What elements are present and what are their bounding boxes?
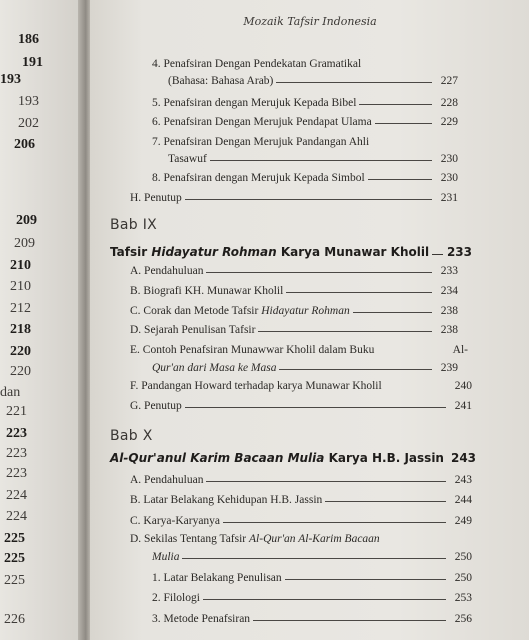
left-page-number: 225 bbox=[4, 551, 25, 566]
left-page-number: 224 bbox=[6, 509, 27, 524]
running-header: Mozaik Tafsir Indonesia bbox=[243, 15, 377, 28]
left-page-number: 225 bbox=[4, 531, 25, 546]
toc-entry: 2. Filologi 253 bbox=[152, 592, 472, 604]
left-page-number: 202 bbox=[18, 116, 39, 131]
toc-entry: Qur'an dari Masa ke Masa 239 bbox=[152, 362, 458, 374]
toc-entry: A. Pendahuluan 243 bbox=[130, 474, 472, 486]
chapter-title: Al-Qur'anul Karim Bacaan Mulia Karya H.B. Jassin 243 bbox=[110, 451, 477, 465]
left-page-number: 193 bbox=[0, 72, 21, 87]
left-page-number: 223 bbox=[6, 426, 27, 441]
left-page-number: 225 bbox=[4, 573, 25, 588]
chapter-title: Tafsir Hidayatur Rohman Karya Munawar Kholil 233 bbox=[110, 245, 472, 259]
toc-entry: E. Contoh Penafsiran Munawwar Kholil dalam Buku Al- bbox=[130, 344, 468, 356]
left-page-number: 220 bbox=[10, 344, 31, 359]
toc-entry: 3. Metode Penafsiran 256 bbox=[152, 613, 472, 625]
toc-entry: 5. Penafsiran dengan Merujuk Kepada Bibel 228 bbox=[152, 97, 458, 109]
toc-entry: 7. Penafsiran Dengan Merujuk Pandangan Ahli bbox=[152, 136, 370, 148]
toc-entry: (Bahasa: Bahasa Arab) 227 bbox=[168, 75, 458, 87]
toc-entry: A. Pendahuluan 233 bbox=[130, 265, 458, 277]
toc-entry: B. Latar Belakang Kehidupan H.B. Jassin 244 bbox=[130, 494, 472, 506]
toc-entry: D. Sejarah Penulisan Tafsir 238 bbox=[130, 324, 458, 336]
left-page-number: 221 bbox=[6, 404, 27, 419]
toc-entry: B. Biografi KH. Munawar Kholil 234 bbox=[130, 285, 458, 297]
toc-entry: G. Penutup 241 bbox=[130, 400, 472, 412]
toc-entry: 8. Penafsiran dengan Merujuk Kepada Simbol 230 bbox=[152, 172, 458, 184]
left-page-number: 218 bbox=[10, 322, 31, 337]
toc-entry: H. Penutup 231 bbox=[130, 192, 458, 204]
left-page-number: 209 bbox=[14, 236, 35, 251]
left-page-number: 226 bbox=[4, 612, 25, 627]
toc-entry: F. Pandangan Howard terhadap karya Munawar Kholil 240 bbox=[130, 380, 472, 392]
left-page-number: 212 bbox=[10, 301, 31, 316]
left-page-number: 186 bbox=[18, 32, 39, 47]
left-page-number: 191 bbox=[22, 55, 43, 70]
toc-entry: C. Corak dan Metode Tafsir Hidayatur Rohman 238 bbox=[130, 305, 458, 317]
left-page-number: 220 bbox=[10, 364, 31, 379]
toc-entry: 6. Penafsiran Dengan Merujuk Pendapat Ulama 229 bbox=[152, 116, 458, 128]
left-page-number: 210 bbox=[10, 258, 31, 273]
left-page-number: 224 bbox=[6, 488, 27, 503]
toc-entry: Tasawuf 230 bbox=[168, 153, 458, 165]
chapter-label: Bab IX bbox=[110, 217, 158, 233]
toc-entry: 1. Latar Belakang Penulisan 250 bbox=[152, 572, 472, 584]
toc-entry: C. Karya-Karyanya 249 bbox=[130, 515, 472, 527]
left-page-number: 210 bbox=[10, 279, 31, 294]
left-page-number: 223 bbox=[6, 446, 27, 461]
left-page-number: 193 bbox=[18, 94, 39, 109]
left-page-number: 209 bbox=[16, 213, 37, 228]
toc-entry: Mulia 250 bbox=[152, 551, 472, 563]
left-page-number: dan bbox=[0, 385, 21, 400]
left-page-number: 223 bbox=[6, 466, 27, 481]
toc-entry: D. Sekilas Tentang Tafsir Al-Qur'an Al-Karim Bacaan bbox=[130, 533, 380, 545]
left-page bbox=[0, 0, 82, 640]
chapter-label: Bab X bbox=[110, 428, 153, 444]
toc-entry: 4. Penafsiran Dengan Pendekatan Gramatikal bbox=[152, 58, 362, 70]
left-page-number: 206 bbox=[14, 137, 35, 152]
